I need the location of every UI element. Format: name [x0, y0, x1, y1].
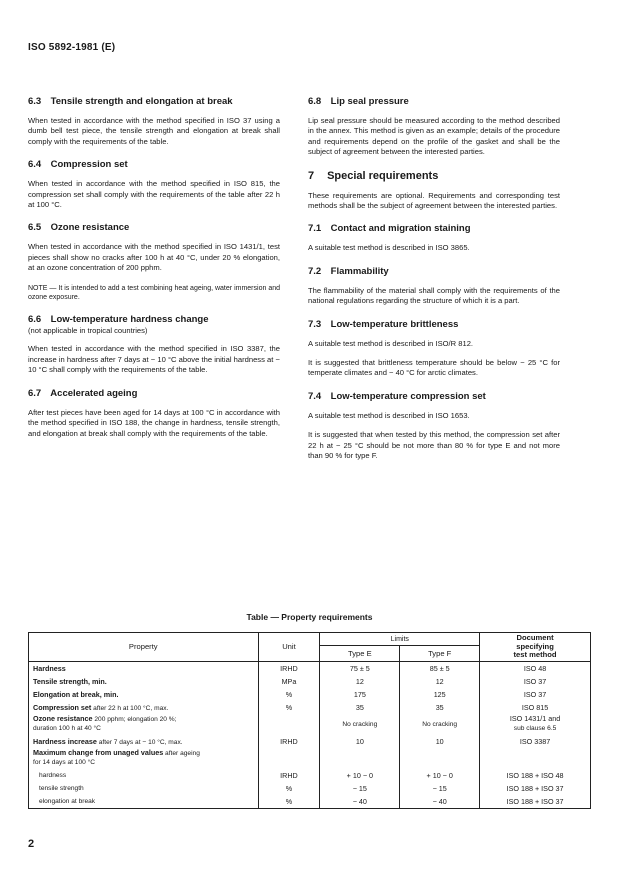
section-subtitle: (not applicable in tropical countries) — [28, 326, 148, 336]
table-row: Elongation at break, min. % 175 125 ISO 37 — [29, 688, 591, 701]
section-text: A suitable test method is described in ISO 3865. — [308, 243, 470, 253]
section-7 — [308, 170, 560, 212]
header-unit: Unit — [258, 633, 320, 662]
table-row: Tensile strength, min. MPa 12 12 ISO 37 — [29, 675, 591, 688]
section-heading: 6.6 Low-temperature hardness change — [28, 314, 209, 326]
section-heading: 6.8 Lip seal pressure — [308, 96, 409, 107]
section-heading: 6.5 Ozone resistance — [28, 222, 130, 234]
table-row-ozone: Ozone resistance 200 pphm; elongation 20 %; duration 100 h at 40 °C No cracking No cracking ISO 1431/1 and sub clause 6.5 — [29, 714, 591, 735]
table-row: Hardness increase after 7 days at − 10 °C, max. IRHD 10 10 ISO 3387 — [29, 735, 591, 748]
section-heading: 7.1 Contact and migration staining — [308, 223, 471, 235]
section-7-1 — [308, 223, 560, 253]
section-6-4 — [28, 159, 280, 210]
section-text: Lip seal pressure should be measured according to the method described in the annex. This method is given as an example; details of the procedure and requirements depend on the profile of the gasket and shall be the subject of agreement between the interested parties. — [308, 116, 560, 157]
right-column — [308, 96, 560, 468]
section-heading: 7 Special requirements — [308, 169, 439, 182]
section-text: A suitable test method is described in ISO/R 812. — [308, 338, 474, 348]
section-6-3 — [28, 96, 280, 147]
section-heading: 7.4 Low-temperature compression set — [308, 390, 486, 402]
table-row: Hardness IRHD 75 ± 5 85 ± 5 ISO 48 — [29, 661, 591, 675]
page-number: 2 — [28, 838, 35, 850]
section-text: When tested in accordance with the method specified in ISO 1431/1, test pieces shall show no cracks after 100 h at 40 °C, under 20 % elongation, at an ozone concentration of 200 pphm. — [28, 242, 280, 273]
section-text-2: It is suggested that brittleness temperature should be below − 25 °C for temperate climates and − 40 °C for arctic climates. — [308, 358, 560, 378]
section-text: After test pieces have been aged for 14 days at 100 °C in accordance with the method specified in ISO 188, the change in hardness, tensile strength, and elongation at break shall comply with the requirements of the table. — [28, 407, 280, 438]
section-7-3 — [308, 319, 560, 379]
section-heading: 6.3 Tensile strength and elongation at break — [28, 96, 233, 107]
section-heading: 7.2 Flammability — [308, 265, 389, 277]
table-title: Table — Property requirements — [246, 612, 373, 622]
section-note: NOTE — It is intended to add a test combining heat ageing, water immersion and ozone exposure. — [28, 284, 280, 302]
header-property: Property — [29, 633, 259, 662]
table-row: elongation at break % − 40 − 40 ISO 188 + ISO 37 — [29, 795, 591, 809]
section-text-2: It is suggested that when tested by this method, the compression set after 22 h at − 25 °C should be not more than 80 % for type E and not more than 90 % for type F. — [308, 430, 560, 461]
section-6-6 — [28, 314, 280, 375]
section-6-5 — [28, 222, 280, 302]
section-6-8 — [308, 96, 560, 158]
section-text: When tested in accordance with the method specified in ISO 37 using a dumb bell test piece, the tensile strength and elongation at break shall comply with the requirements of the table. — [28, 116, 280, 146]
section-heading: 7.3 Low-temperature brittleness — [308, 318, 459, 330]
section-text: When tested in accordance with the method specified in ISO 815, the compression set shall comply with the requirements of the table after 22 h at 100 °C. — [28, 179, 280, 210]
section-text: A suitable test method is described in ISO 1653. — [308, 410, 470, 420]
section-6-7 — [28, 388, 280, 439]
section-7-2 — [308, 266, 560, 307]
table-row-ageing-heading: Maximum change from unaged values after ageing for 14 days at 100 °C — [29, 748, 591, 769]
header-limits: Limits — [320, 633, 480, 646]
section-text: These requirements are optional. Requirements and corresponding test methods shall be the subject of agreement between the interested parties. — [308, 190, 560, 211]
header-document: Document specifying test method — [480, 633, 591, 662]
section-text: When tested in accordance with the method specified in ISO 3387, the increase in hardness after 7 days at − 10 °C above the initial hardness at − 10 °C shall comply with the requirements of the table. — [28, 344, 280, 375]
header-type-e: Type E — [320, 646, 400, 662]
property-requirements-table — [28, 632, 591, 809]
header-type-f: Type F — [400, 646, 480, 662]
left-column — [28, 96, 280, 445]
table-row: hardness IRHD + 10 − 0 + 10 − 0 ISO 188 + ISO 48 — [29, 769, 591, 782]
table-header-row — [29, 633, 591, 646]
section-text: The flammability of the material shall comply with the requirements of the national regulations regarding the structure of which it is a part. — [308, 285, 560, 306]
section-heading: 6.7 Accelerated ageing — [28, 387, 138, 399]
section-7-4 — [308, 391, 560, 462]
table-row: Compression set after 22 h at 100 °C, max. % 35 35 ISO 815 — [29, 701, 591, 714]
document-header: ISO 5892-1981 (E) — [28, 42, 116, 53]
section-heading: 6.4 Compression set — [28, 159, 128, 171]
table-row: tensile strength % − 15 − 15 ISO 188 + ISO 37 — [29, 782, 591, 795]
